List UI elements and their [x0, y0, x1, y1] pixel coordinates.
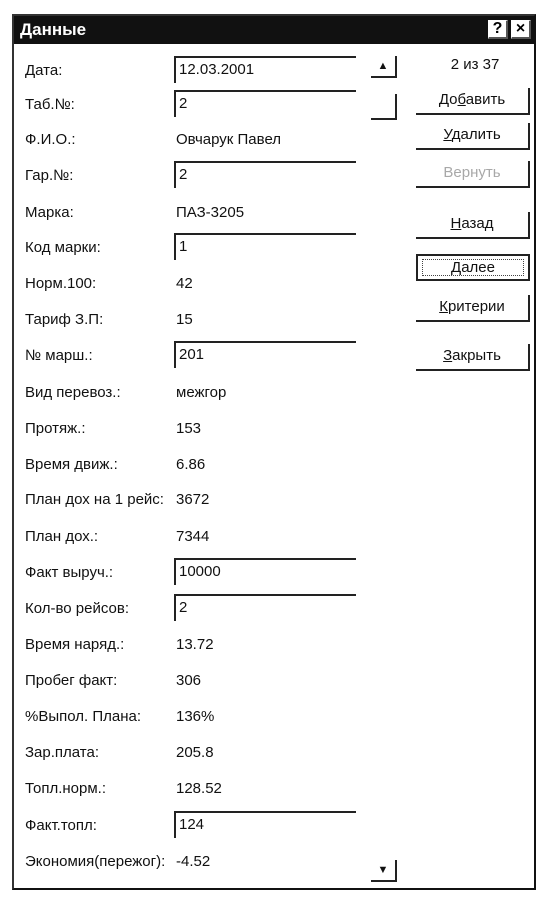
- arrow-down-icon: ▼: [377, 864, 389, 876]
- economy-label: Экономия(пережог):: [25, 853, 166, 870]
- brand-value: ПАЗ-3205: [176, 204, 245, 221]
- title-bar[interactable]: [14, 16, 534, 44]
- add-button[interactable]: Добавить: [416, 88, 530, 115]
- economy-value: -4.52: [176, 853, 211, 870]
- fuel-actual-field[interactable]: 124: [174, 811, 356, 838]
- gar-no-field[interactable]: 2: [174, 161, 356, 188]
- tab-no-label: Таб.№:: [25, 96, 75, 113]
- transport-type-label: Вид перевоз.:: [25, 384, 121, 401]
- fuel-norm-label: Топл.норм.:: [25, 780, 106, 797]
- help-button[interactable]: ?: [488, 20, 508, 39]
- actual-revenue-field[interactable]: 10000: [174, 558, 356, 585]
- fio-label: Ф.И.О.:: [25, 131, 76, 148]
- next-button[interactable]: Далее: [416, 254, 530, 281]
- route-no-label: № марш.:: [25, 347, 93, 364]
- window-title: Данные: [20, 20, 87, 39]
- fio-value: Овчарук Павел: [176, 131, 282, 148]
- norm100-value: 42: [176, 275, 193, 292]
- travel-time-label: Время движ.:: [25, 456, 118, 473]
- close-button[interactable]: Закрыть: [416, 344, 530, 371]
- gar-no-label: Гар.№:: [25, 167, 74, 184]
- transport-type-value: межгор: [176, 384, 227, 401]
- scroll-track[interactable]: [371, 94, 397, 120]
- fuel-actual-label: Факт.топл:: [25, 817, 97, 834]
- norm100-label: Норм.100:: [25, 275, 97, 292]
- close-window-button[interactable]: ×: [511, 20, 531, 39]
- tariff-value: 15: [176, 311, 193, 328]
- scroll-down-button[interactable]: [371, 860, 397, 882]
- plan-percent-value: 136%: [176, 708, 215, 725]
- actual-mileage-value: 306: [176, 672, 202, 689]
- length-value: 153: [176, 420, 202, 437]
- order-time-value: 13.72: [176, 636, 214, 653]
- plan-income-label: План дох.:: [25, 528, 99, 545]
- data-form-dialog: [12, 14, 536, 890]
- plan-percent-label: %Выпол. Плана:: [25, 708, 142, 725]
- plan-income-value: 7344: [176, 528, 210, 545]
- criteria-button[interactable]: Критерии: [416, 295, 530, 322]
- actual-mileage-label: Пробег факт:: [25, 672, 118, 689]
- route-no-field[interactable]: 201: [174, 341, 356, 368]
- scroll-up-button[interactable]: [371, 56, 397, 78]
- trips-count-label: Кол-во рейсов:: [25, 600, 130, 617]
- brand-label: Марка:: [25, 204, 74, 221]
- brand-code-field[interactable]: 1: [174, 233, 356, 260]
- order-time-label: Время наряд.:: [25, 636, 125, 653]
- record-counter: 2 из 37: [450, 56, 500, 73]
- delete-button[interactable]: Удалить: [416, 123, 530, 150]
- length-label: Протяж.:: [25, 420, 86, 437]
- fuel-norm-value: 128.52: [176, 780, 222, 797]
- salary-label: Зар.плата:: [25, 744, 100, 761]
- date-field[interactable]: 12.03.2001: [174, 56, 356, 83]
- actual-revenue-label: Факт выруч.:: [25, 564, 114, 581]
- plan-income-trip-label: План дох на 1 рейс:: [25, 491, 164, 508]
- date-label: Дата:: [25, 62, 63, 79]
- plan-income-trip-value: 3672: [176, 491, 210, 508]
- back-button[interactable]: Назад: [416, 212, 530, 239]
- arrow-up-icon: ▲: [377, 60, 389, 72]
- trips-count-field[interactable]: 2: [174, 594, 356, 621]
- travel-time-value: 6.86: [176, 456, 206, 473]
- restore-button[interactable]: Вернуть: [416, 161, 530, 188]
- salary-value: 205.8: [176, 744, 214, 761]
- tariff-label: Тариф З.П:: [25, 311, 104, 328]
- brand-code-label: Код марки:: [25, 239, 101, 256]
- tab-no-field[interactable]: 2: [174, 90, 356, 117]
